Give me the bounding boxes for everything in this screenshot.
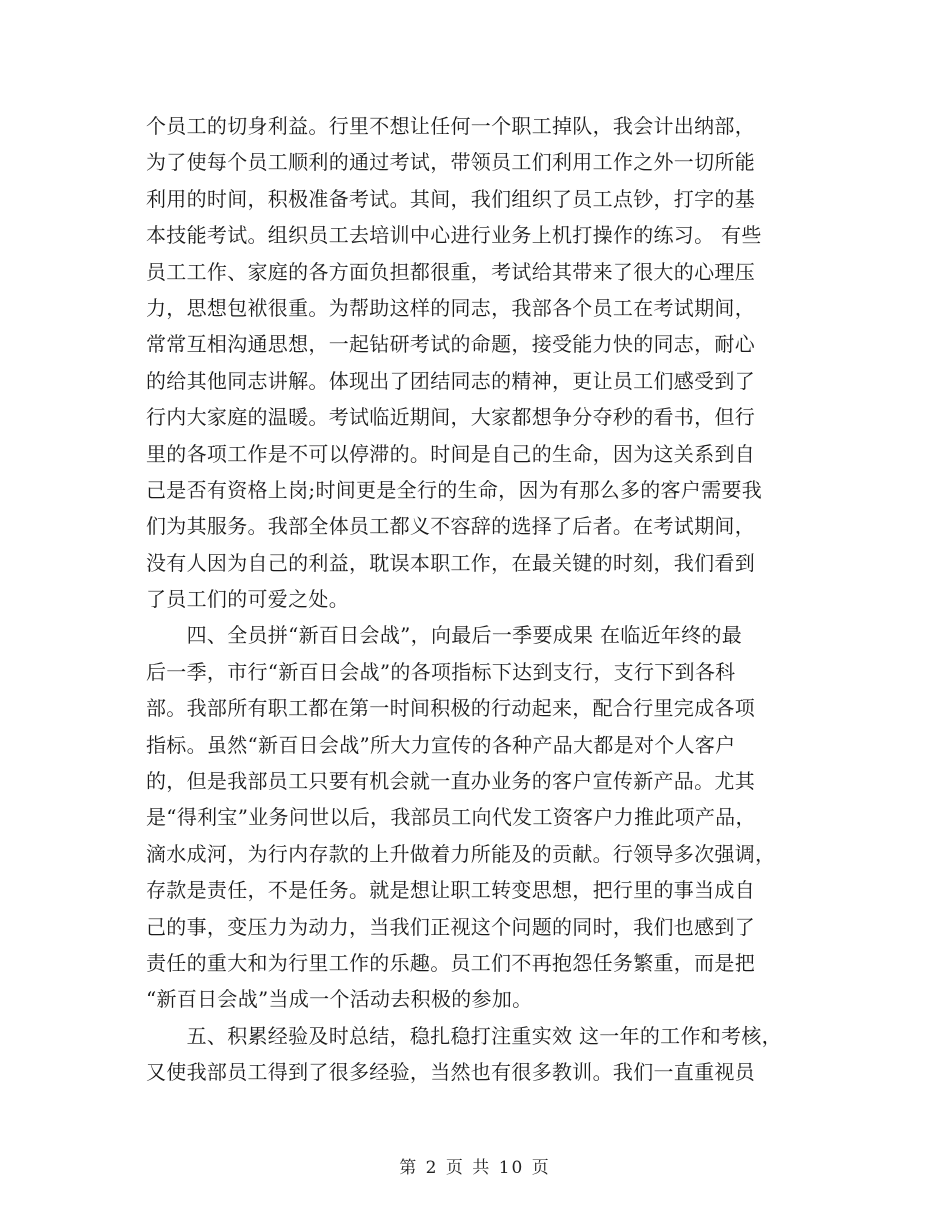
text-line: 又使我部员工得到了很多经验，当然也有很多教训。我们一直重视员	[146, 1060, 755, 1085]
text-line: 己的事，变压力为动力，当我们正视这个问题的同时，我们也感到了	[146, 914, 755, 939]
text-line: 是“得利宝”业务问世以后，我部员工向代发工资客户力推此项产品，	[146, 805, 756, 830]
text-line: 己是否有资格上岗;时间更是全行的生命，因为有那么多的客户需要我	[146, 477, 763, 502]
text-line: 力，思想包袱很重。为帮助这样的同志，我部各个员工在考试期间，	[146, 295, 755, 320]
text-line: 本技能考试。组织员工去培训中心进行业务上机打操作的练习。 有些	[146, 223, 762, 248]
text-line: 指标。虽然“新百日会战”所大力宣传的各种产品大都是对个人客户	[146, 732, 736, 757]
text-line: 为了使每个员工顺利的通过考试，带领员工们利用工作之外一切所能	[146, 150, 755, 175]
text-line: 里的各项工作是不可以停滞的。时间是自己的生命，因为这关系到自	[146, 441, 755, 466]
document-body	[146, 108, 826, 1091]
text-line: 常常互相沟通思想，一起钻研考试的命题，接受能力快的同志，耐心	[146, 332, 755, 357]
section-heading-line: 五、积累经验及时总结，稳扎稳打注重实效 这一年的工作和考核，	[146, 1023, 782, 1048]
text-line: 没有人因为自己的利益，耽误本职工作，在最关键的时刻，我们看到	[146, 550, 755, 575]
text-line: 的，但是我部员工只要有机会就一直办业务的客户宣传新产品。尤其	[146, 769, 755, 794]
text-line: 利用的时间，积极准备考试。其间，我们组织了员工点钞，打字的基	[146, 186, 755, 211]
text-line: 的给其他同志讲解。体现出了团结同志的精神，更让员工们感受到了	[146, 368, 755, 393]
text-line: 员工工作、家庭的各方面负担都很重，考试给其带来了很大的心理压	[146, 259, 755, 284]
text-line: 存款是责任，不是任务。就是想让职工转变思想，把行里的事当成自	[146, 878, 755, 903]
text-line: 个员工的切身利益。行里不想让任何一个职工掉队，我会计出纳部，	[146, 114, 755, 138]
text-line: 部。我部所有职工都在第一时间积极的行动起来，配合行里完成各项	[146, 696, 755, 721]
text-line: 后一季，市行“新百日会战”的各项指标下达到支行，支行下到各科	[146, 659, 736, 684]
text-line: 行内大家庭的温暖。考试临近期间，大家都想争分夺秒的看书，但行	[146, 405, 755, 430]
page-number-footer: 第 2 页 共 10 页	[399, 1158, 551, 1178]
text-line: 滴水成河，为行内存款的上升做着力所能及的贡献。行领导多次强调，	[146, 841, 776, 866]
text-line: 责任的重大和为行里工作的乐趣。员工们不再抱怨任务繁重，而是把	[146, 950, 755, 975]
section-heading-line: 四、全员拼“新百日会战”，向最后一季要成果 在临近年终的最	[146, 623, 743, 648]
text-line: 们为其服务。我部全体员工都义不容辞的选择了后者。在考试期间，	[146, 514, 755, 539]
text-line: 了员工们的可爱之处。	[146, 587, 349, 612]
text-line: “新百日会战”当成一个活动去积极的参加。	[146, 987, 533, 1012]
